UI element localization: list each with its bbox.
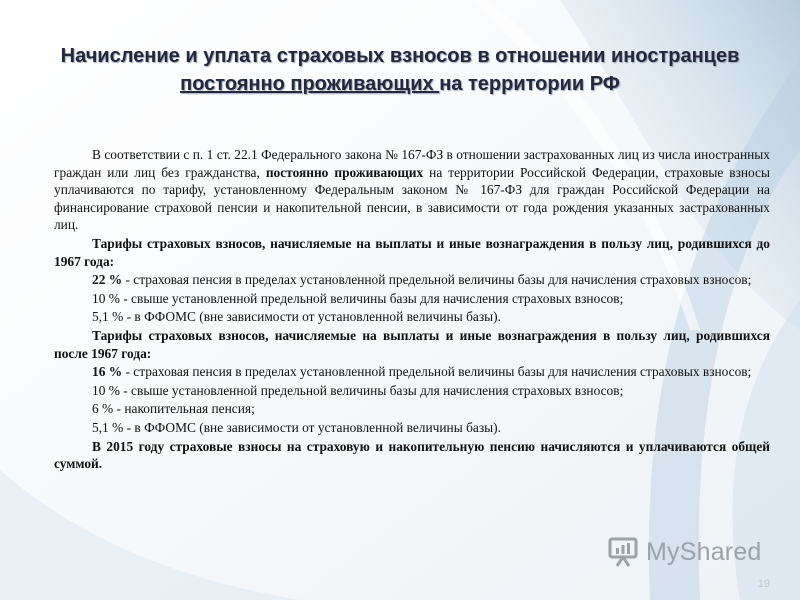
title-underlined-phrase: постоянно проживающих [180,73,440,95]
section-2-heading: Тарифы страховых взносов, начисляемые на выплаты и иные вознаграждения в пользу лиц, родившихся после 1967 года: [54,327,770,361]
section-1-item: 22 % - страховая пенсия в пределах установленной предельной величины базы для начисления страховых взносов; [92,272,752,288]
logo-text: MyShared [646,537,762,566]
section-2-item: 5,1 % - в ФФОМС (вне зависимости от установленной величины базы). [92,419,501,435]
slide-title [0,42,800,98]
conclusion-paragraph: В 2015 году страховые взносы на страховую и накопительную пенсию начисляются и уплачиваются общей суммой. [54,438,770,472]
intro-paragraph: В соответствии с п. 1 ст. 22.1 Федерального закона № 167-ФЗ в отношении застрахованных лиц из числа иностранных граждан или лиц без гражданства, постоянно проживающих на территории Российской Федерации, страховые взносы уплачиваются по тарифу, установленному Федеральным законом № 167-ФЗ для граждан Российской Федерации на финансирование страховой пенсии и накопительной пенсии, в зависимости от года рождения указанных застрахованных лиц. [54,147,770,233]
section-2-item: 16 % - страховая пенсия в пределах установленной предельной величины базы для начисления страховых взносов; [92,364,752,380]
section-2-item: 10 % - свыше установленной предельной величины базы для начисления страховых взносов; [92,382,624,398]
title-line-1: Начисление и уплата страховых взносов в отношении иностранцев [60,45,740,67]
myshared-logo[interactable] [608,534,768,570]
title-line-2 [0,70,800,98]
page-number: 19 [757,578,770,590]
section-1-item: 5,1 % - в ФФОМС (вне зависимости от установленной величины базы). [92,309,501,325]
section-1-heading: Тарифы страховых взносов, начисляемые на выплаты и иные вознаграждения в пользу лиц, родившихся до 1967 года: [54,235,770,269]
section-1-item: 10 % - свыше установленной предельной величины базы для начисления страховых взносов; [92,290,624,306]
presentation-board-icon [608,536,638,568]
slide-body [54,146,770,474]
title-line-2-rest: на территории РФ [439,73,620,95]
section-2-item: 6 % - накопительная пенсия; [92,401,255,417]
